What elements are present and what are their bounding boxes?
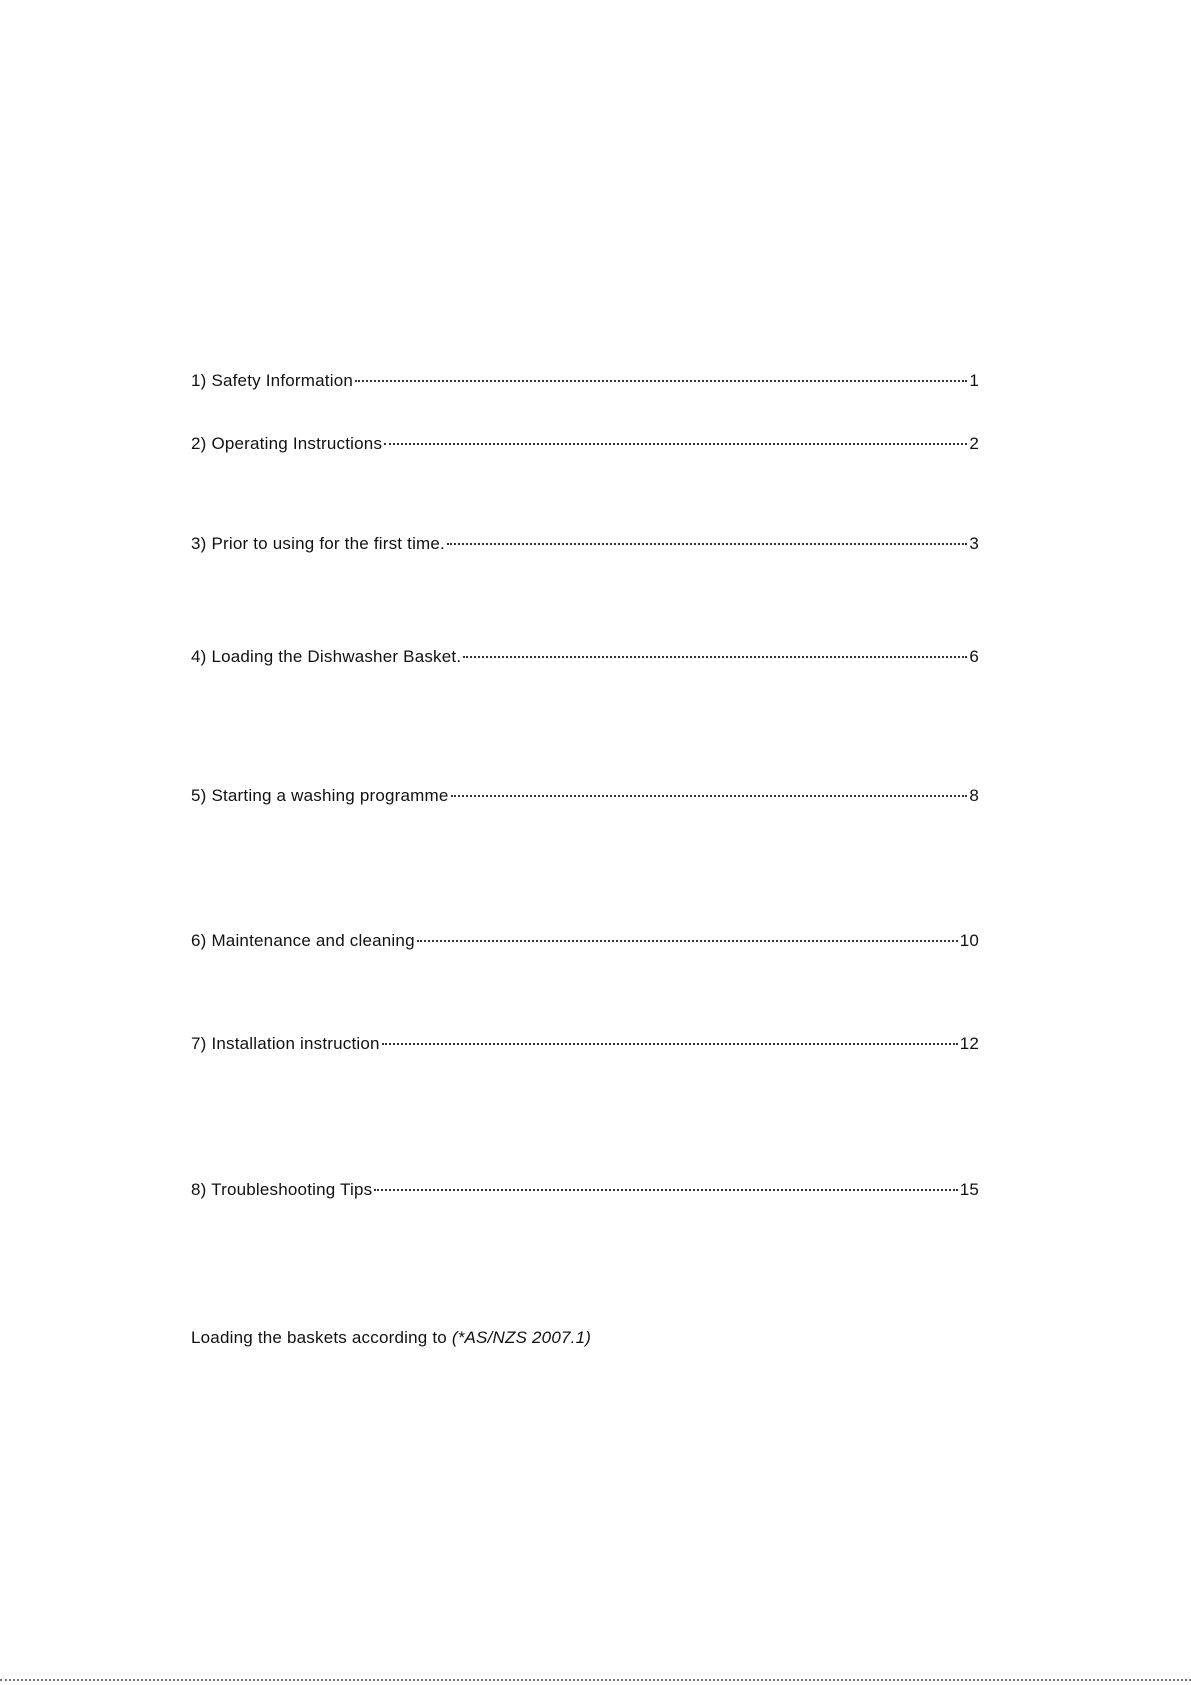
toc-entry-operating-instructions <box>191 433 979 455</box>
toc-entry-page-number: 1 <box>969 371 979 390</box>
dot-leader <box>374 1189 957 1191</box>
dot-leader <box>382 1043 958 1045</box>
toc-entry-label: 2) Operating Instructions <box>191 434 383 453</box>
dot-leader <box>355 380 967 382</box>
toc-entry-troubleshooting <box>191 1179 979 1201</box>
dot-leader <box>447 543 967 545</box>
toc-entry-page-number: 8 <box>969 786 979 805</box>
dot-leader <box>384 443 967 445</box>
loading-standard-note-text: Loading the baskets according to <box>191 1328 452 1347</box>
dot-leader <box>417 940 958 942</box>
toc-entry-safety-information <box>191 370 979 392</box>
toc-entry-starting-programme <box>191 785 979 807</box>
toc-entry-label: 5) Starting a washing programme <box>191 786 449 805</box>
toc-entry-label: 1) Safety Information <box>191 371 353 390</box>
loading-standard-note <box>191 1327 591 1349</box>
toc-entry-label: 4) Loading the Dishwasher Basket. <box>191 647 462 666</box>
dot-leader <box>451 795 968 797</box>
toc-entry-prior-to-first-use <box>191 533 979 555</box>
standard-reference: (*AS/NZS 2007.1) <box>451 1328 592 1347</box>
toc-entry-label: 8) Troubleshooting Tips <box>191 1180 373 1199</box>
toc-entry-page-number: 15 <box>959 1180 979 1199</box>
toc-entry-label: 3) Prior to using for the first time. <box>191 534 445 553</box>
toc-entry-label: 7) Installation instruction <box>191 1034 380 1053</box>
toc-entry-maintenance-cleaning <box>191 930 979 952</box>
toc-entry-label: 6) Maintenance and cleaning <box>191 931 415 950</box>
toc-entry-page-number: 2 <box>969 434 979 453</box>
toc-entry-page-number: 10 <box>959 931 979 950</box>
toc-entry-page-number: 3 <box>969 534 979 553</box>
toc-entry-page-number: 6 <box>969 647 979 666</box>
page-bottom-edge <box>0 1679 1191 1685</box>
dot-leader <box>463 656 967 658</box>
toc-entry-loading-basket <box>191 646 979 668</box>
toc-entry-installation <box>191 1033 979 1055</box>
toc-entry-page-number: 12 <box>959 1034 979 1053</box>
